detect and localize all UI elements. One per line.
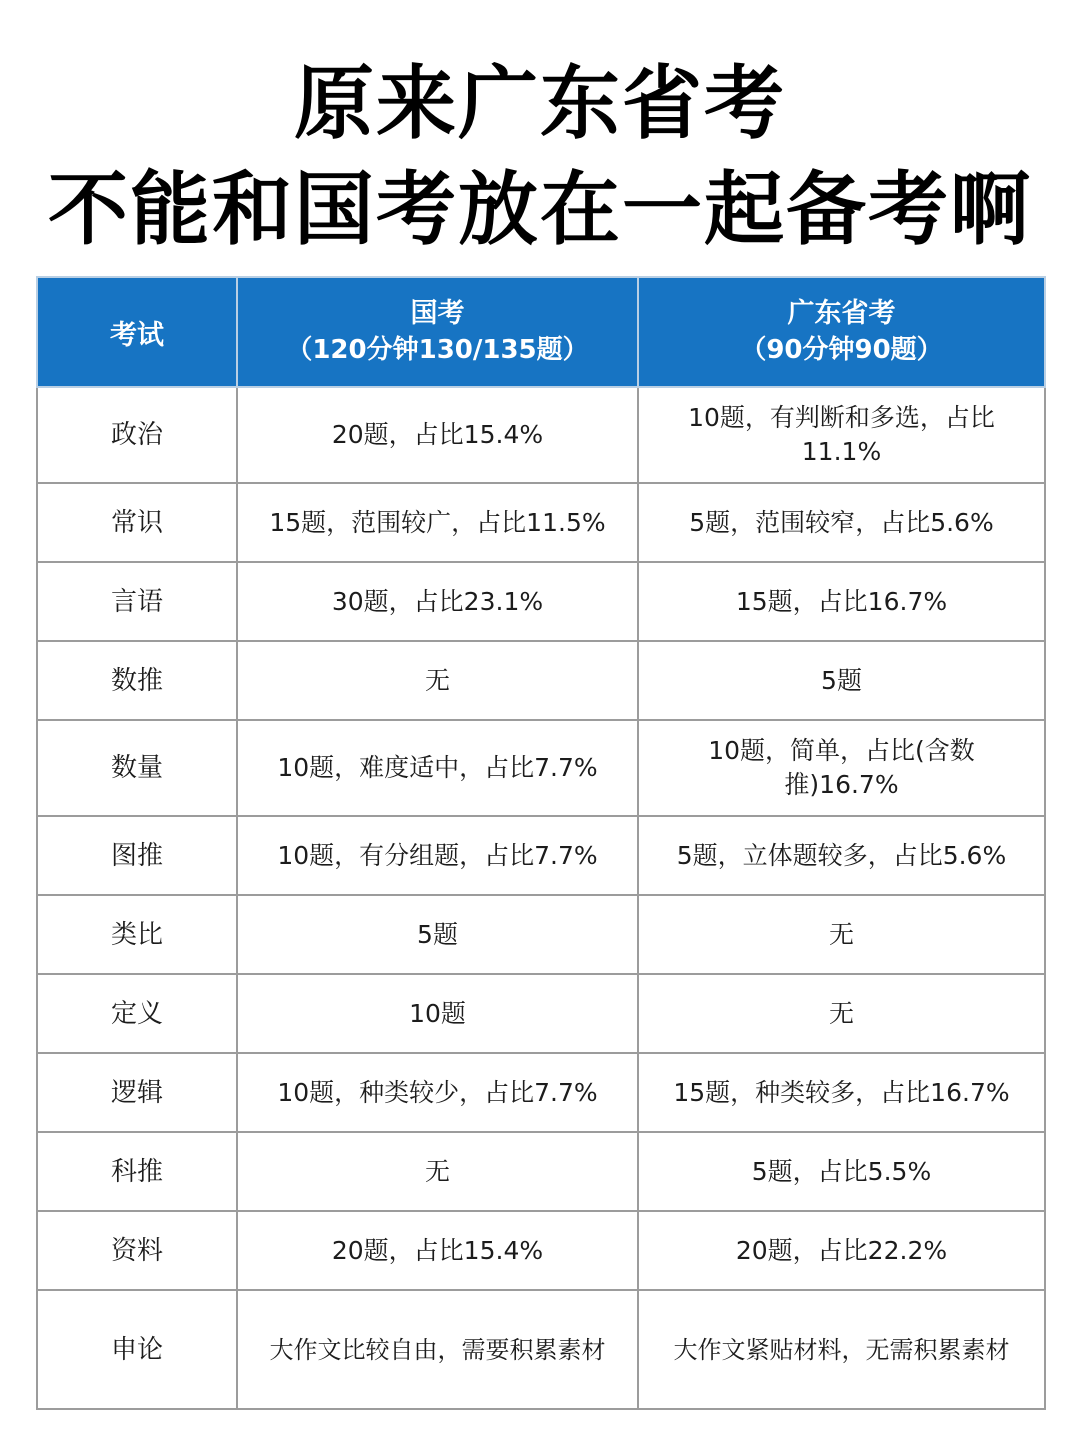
row-national: 10题，有分组题，占比7.7%: [237, 816, 638, 895]
row-category: 科推: [37, 1132, 237, 1211]
row-guangdong: 5题: [638, 641, 1045, 720]
row-guangdong: 15题，占比16.7%: [638, 562, 1045, 641]
row-national: 10题，难度适中，占比7.7%: [237, 720, 638, 816]
header-national: [237, 277, 638, 387]
table-row: [37, 387, 1045, 483]
table-row: [37, 483, 1045, 562]
table-row: [37, 1053, 1045, 1132]
row-national: 20题，占比15.4%: [237, 387, 638, 483]
table-row: [37, 720, 1045, 816]
row-guangdong: 5题，立体题较多，占比5.6%: [638, 816, 1045, 895]
row-category: 申论: [37, 1290, 237, 1409]
header-guangdong: [638, 277, 1045, 387]
comparison-table: [36, 276, 1046, 1410]
row-category: 常识: [37, 483, 237, 562]
header-national-name: 国考: [410, 298, 465, 329]
row-guangdong: 5题，占比5.5%: [638, 1132, 1045, 1211]
table-row: [37, 1211, 1045, 1290]
row-category: 资料: [37, 1211, 237, 1290]
row-national: 10题，种类较少，占比7.7%: [237, 1053, 638, 1132]
row-guangdong: 无: [638, 895, 1045, 974]
table-row: [37, 562, 1045, 641]
row-national: 30题，占比23.1%: [237, 562, 638, 641]
table-row: [37, 641, 1045, 720]
row-national: 大作文比较自由，需要积累素材: [237, 1290, 638, 1409]
row-national: 无: [237, 1132, 638, 1211]
row-national: 5题: [237, 895, 638, 974]
row-national: 20题，占比15.4%: [237, 1211, 638, 1290]
table-row: [37, 895, 1045, 974]
row-guangdong: 无: [638, 974, 1045, 1053]
row-category: 数量: [37, 720, 237, 816]
header-national-sub: （120分钟130/135题）: [286, 335, 589, 365]
title-line-1: 原来广东省考: [294, 57, 786, 150]
row-category: 数推: [37, 641, 237, 720]
row-category: 类比: [37, 895, 237, 974]
row-guangdong: 10题，有判断和多选，占比11.1%: [638, 387, 1045, 483]
row-national: 15题，范围较广，占比11.5%: [237, 483, 638, 562]
table-row: [37, 1132, 1045, 1211]
table-row: [37, 974, 1045, 1053]
page-title: [0, 52, 1080, 264]
table-row: [37, 816, 1045, 895]
table-row: [37, 1290, 1045, 1409]
header-guangdong-sub: （90分钟90题）: [740, 335, 943, 365]
row-category: 定义: [37, 974, 237, 1053]
header-category: 考试: [37, 277, 237, 387]
row-guangdong: 20题，占比22.2%: [638, 1211, 1045, 1290]
row-guangdong: 10题，简单，占比(含数推)16.7%: [638, 720, 1045, 816]
title-line-2: 不能和国考放在一起备考啊: [48, 163, 1032, 256]
row-national: 无: [237, 641, 638, 720]
row-category: 图推: [37, 816, 237, 895]
header-guangdong-name: 广东省考: [787, 298, 896, 329]
row-national: 10题: [237, 974, 638, 1053]
row-category: 逻辑: [37, 1053, 237, 1132]
row-guangdong: 5题，范围较窄，占比5.6%: [638, 483, 1045, 562]
row-category: 政治: [37, 387, 237, 483]
row-category: 言语: [37, 562, 237, 641]
row-guangdong: 15题，种类较多，占比16.7%: [638, 1053, 1045, 1132]
row-guangdong: 大作文紧贴材料，无需积累素材: [638, 1290, 1045, 1409]
table-header-row: [37, 277, 1045, 387]
